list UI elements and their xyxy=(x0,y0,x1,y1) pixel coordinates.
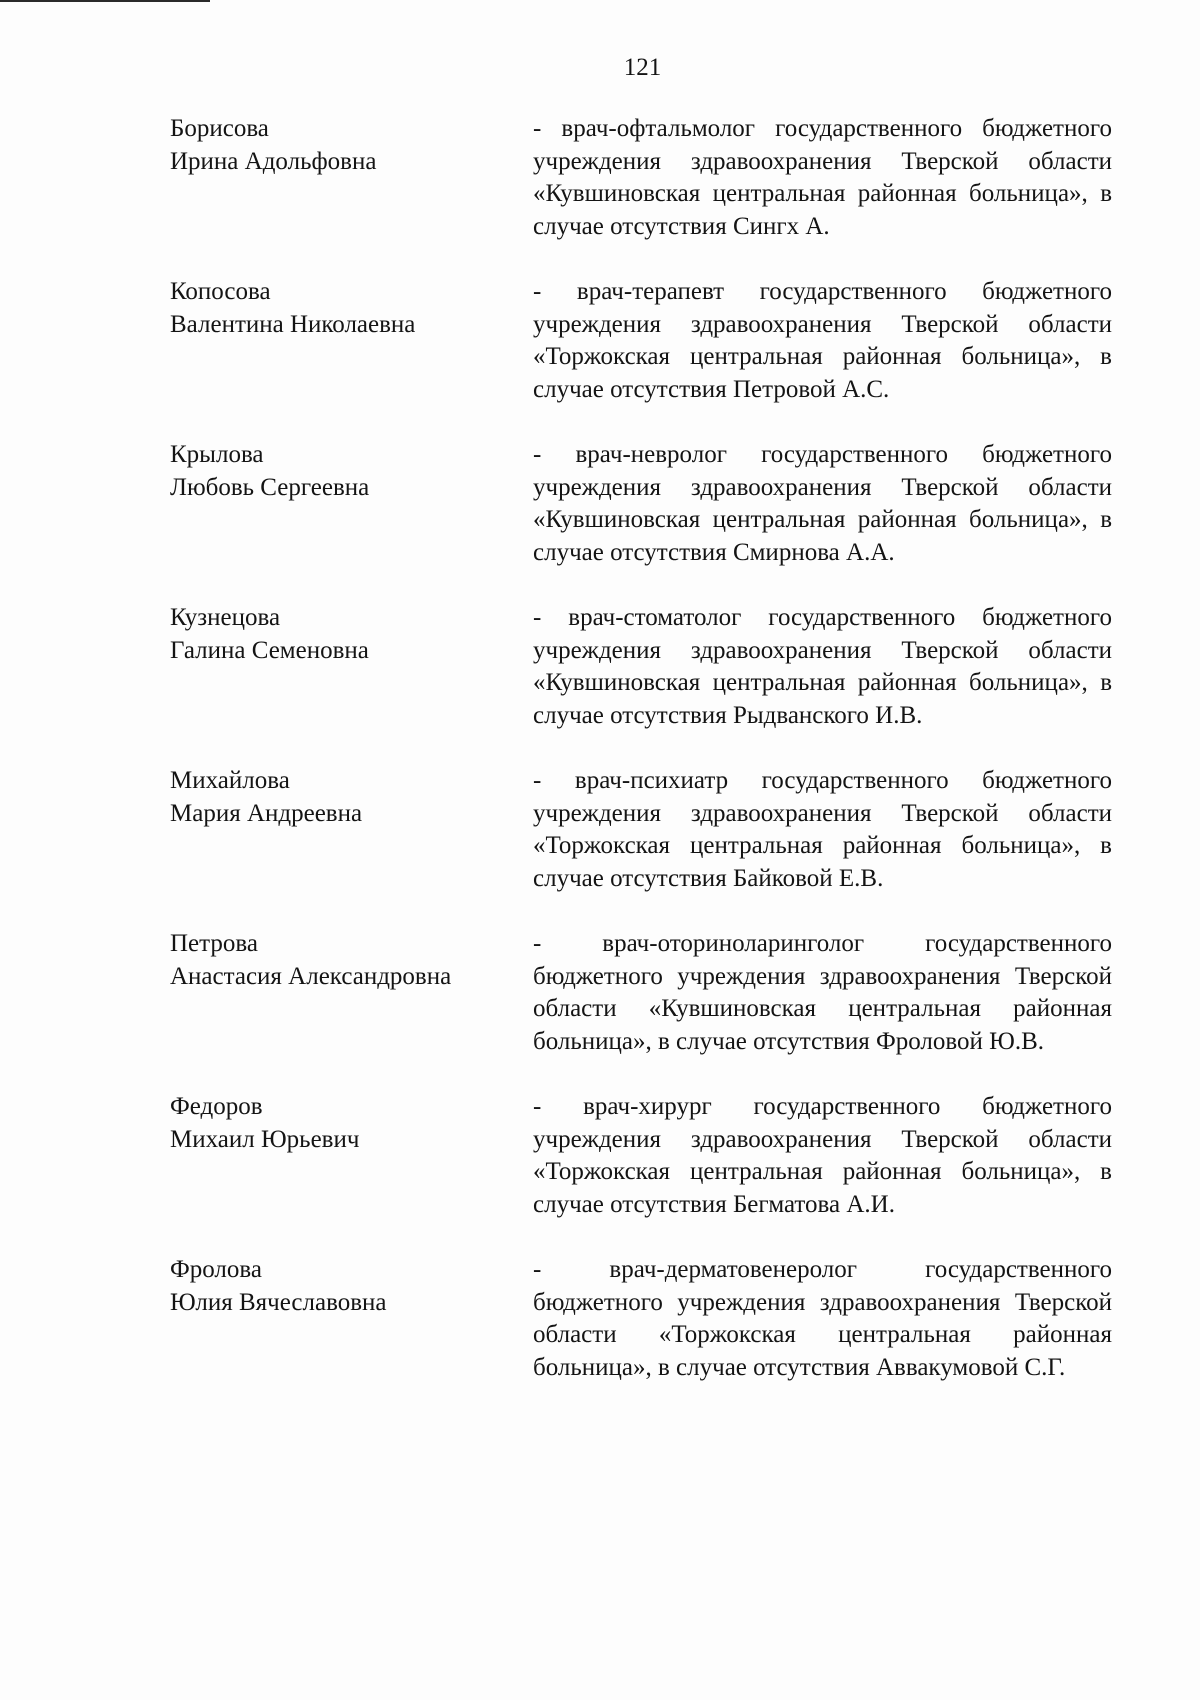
person-name xyxy=(170,1091,533,1156)
person-name xyxy=(170,1254,533,1319)
given-names: Галина Семеновна xyxy=(170,636,369,664)
surname: Крылова xyxy=(170,441,264,468)
position-description: - врач-терапевт государственного бюджетного учреждения здравоохранения Тверской области «Торжокская центральная районная больница», в случае отсутствия Петровой А.С. xyxy=(533,278,1112,403)
position-description: - врач-невролог государственного бюджетного учреждения здравоохранения Тверской области «Кувшиновская центральная районная больница», в случае отсутствия Смирнова А.А. xyxy=(533,441,1112,566)
list-item xyxy=(170,765,1112,895)
surname: Михайлова xyxy=(170,767,290,794)
given-names: Анастасия Александровна xyxy=(170,962,452,990)
position-description: - врач-психиатр государственного бюджетного учреждения здравоохранения Тверской области «Торжокская центральная районная больница», в случае отсутствия Байковой Е.В. xyxy=(533,767,1112,892)
surname: Копосова xyxy=(170,278,271,305)
surname: Борисова xyxy=(170,115,269,142)
position-description: - врач-оториноларинголог государственного бюджетного учреждения здравоохранения Тверской области «Кувшиновская центральная районная больница», в случае отсутствия Фроловой Ю.В. xyxy=(533,930,1112,1055)
page-number: 121 xyxy=(623,54,662,81)
surname: Кузнецова xyxy=(170,604,281,631)
given-names: Любовь Сергеевна xyxy=(170,473,370,501)
person-name xyxy=(170,602,533,667)
list-item xyxy=(170,1254,1112,1384)
list-item xyxy=(170,1091,1112,1221)
list-item xyxy=(170,928,1112,1058)
position-description: - врач-дерматовенеролог государственного бюджетного учреждения здравоохранения Тверской области «Торжокская центральная районная больница», в случае отсутствия Аввакумовой С.Г. xyxy=(533,1256,1112,1381)
position-description: - врач-хирург государственного бюджетного учреждения здравоохранения Тверской области «Торжокская центральная районная больница», в случае отсутствия Бегматова А.И. xyxy=(533,1093,1112,1218)
given-names: Ирина Адольфовна xyxy=(170,147,377,175)
surname: Фролова xyxy=(170,1256,262,1283)
person-name xyxy=(170,439,533,504)
given-names: Юлия Вячеславовна xyxy=(170,1288,387,1316)
list-item xyxy=(170,602,1112,732)
personnel-list xyxy=(170,113,1112,1417)
position-description: - врач-стоматолог государственного бюджетного учреждения здравоохранения Тверской области «Кувшиновская центральная районная больница», в случае отсутствия Рыдванского И.В. xyxy=(533,604,1112,729)
list-item xyxy=(170,439,1112,569)
person-name xyxy=(170,113,533,178)
scan-edge xyxy=(0,0,210,2)
given-names: Мария Андреевна xyxy=(170,799,363,827)
given-names: Михаил Юрьевич xyxy=(170,1125,360,1153)
given-names: Валентина Николаевна xyxy=(170,310,416,338)
surname: Федоров xyxy=(170,1093,263,1120)
surname: Петрова xyxy=(170,930,258,957)
position-description: - врач-офтальмолог государственного бюджетного учреждения здравоохранения Тверской области «Кувшиновская центральная районная больница», в случае отсутствия Сингх А. xyxy=(533,115,1112,240)
person-name xyxy=(170,276,533,341)
person-name xyxy=(170,765,533,830)
person-name xyxy=(170,928,533,993)
list-item xyxy=(170,113,1112,243)
list-item xyxy=(170,276,1112,406)
